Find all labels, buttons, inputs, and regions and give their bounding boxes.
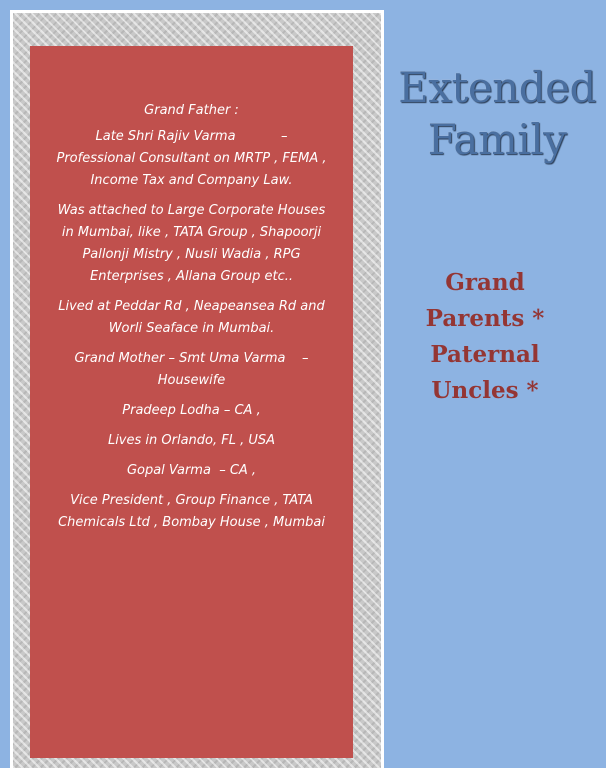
paragraph-vice-president [40,490,343,534]
text-line: Worli Seaface in Mumbai. [108,321,275,336]
paragraph-gopal [40,460,343,482]
text-line: Grand Mother – Smt Uma Varma – [74,351,309,366]
subtitle-line: Paternal [430,341,540,368]
text-line: Late Shri Rajiv Varma – [95,129,288,144]
text-line: Vice President , Group Finance , TATA [70,493,313,508]
text-line: Was attached to Large Corporate Houses [57,203,326,218]
card-frame [10,10,384,768]
text-line: Enterprises , Allana Group etc.. [90,269,293,284]
text-line: Gopal Varma – CA , [126,463,257,478]
family-details-panel [30,46,353,758]
text-line: Lived at Peddar Rd , Neapeansea Rd and [58,299,325,314]
subtitle-line: Grand [445,269,525,296]
subtitle-line: Uncles * [431,377,539,404]
text-line: Chemicals Ltd , Bombay House , Mumbai [58,515,325,530]
paragraph-grandmother [40,348,343,392]
subtitle-line: Parents * [425,305,545,332]
section-subtitle [400,265,570,409]
title-line: Family [427,115,567,164]
text-line: Income Tax and Company Law. [90,173,293,188]
paragraph-pradeep [40,400,343,422]
grand-father-heading: Grand Father : [144,103,239,118]
text-line: Housewife [157,373,226,388]
text-line: Lives in Orlando, FL , USA [107,433,276,448]
paragraph-grandfather [40,126,343,192]
text-line: in Mumbai, like , TATA Group , Shapoorji [61,225,322,240]
paragraph-residences [40,296,343,340]
text-line: Professional Consultant on MRTP , FEMA , [56,151,327,166]
page-title [388,62,606,166]
title-line: Extended [398,63,596,112]
paragraph-orlando [40,430,343,452]
text-line: Pallonji Mistry , Nusli Wadia , RPG [82,247,301,262]
paragraph-corporate-houses [40,200,343,288]
text-line: Pradeep Lodha – CA , [122,403,261,418]
